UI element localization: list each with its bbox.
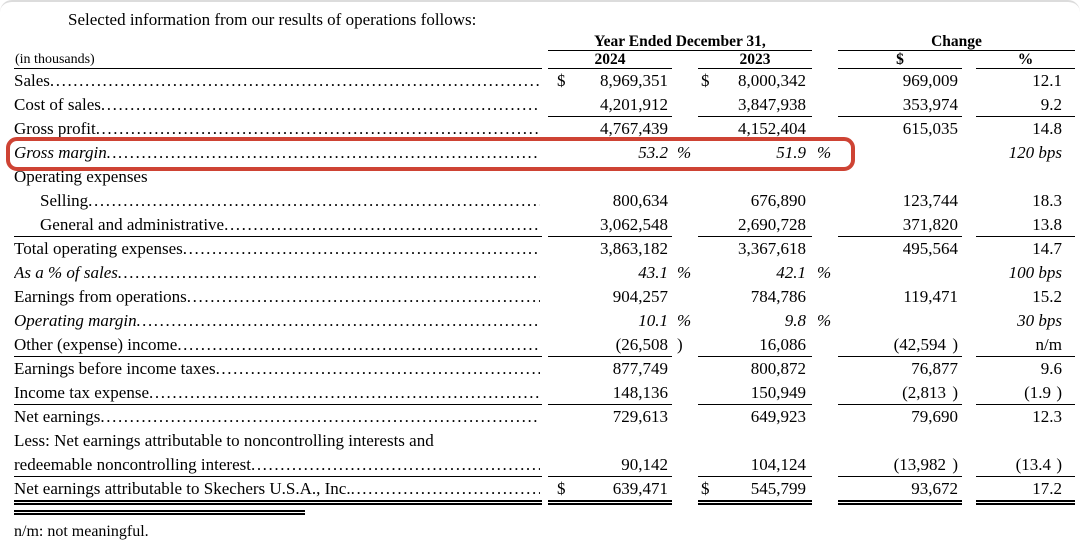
- value-2023: 51.9: [776, 143, 806, 162]
- row-cost-of-sales: [14, 93, 1075, 117]
- value-2023: 9.8: [784, 311, 806, 330]
- row-label: Net earnings: [14, 407, 101, 426]
- percent-sign: %: [677, 263, 692, 282]
- suffix-2023: [812, 213, 838, 237]
- footnote-text: n/m: not meaningful.: [14, 523, 149, 540]
- suffix-2024: [672, 189, 698, 213]
- change-percent-value: 14.7: [1032, 239, 1062, 258]
- suffix-2023: [812, 69, 838, 93]
- suffix-2024: [672, 405, 698, 429]
- change-dollar-value: (42,594: [893, 335, 946, 354]
- suffix-2023: [812, 477, 838, 505]
- change-dollar-value: 119,471: [903, 287, 958, 306]
- value-2024: 3,062,548: [600, 215, 668, 234]
- change-header: Change: [838, 34, 1075, 51]
- row-net-earnings-attributable-skechers: [14, 477, 1075, 501]
- suffix-2023: [812, 333, 838, 357]
- row-label: Operating expenses: [14, 167, 148, 186]
- dollar-sign: $: [557, 479, 566, 498]
- dot-leader: [107, 141, 540, 164]
- change-percent-value: 30 bps: [1017, 311, 1062, 330]
- change-percent-value: 120 bps: [1008, 143, 1062, 162]
- change-dollar-value: 123,744: [902, 191, 958, 210]
- row-label: Earnings before income taxes: [14, 359, 216, 378]
- row-label: Gross profit: [14, 119, 96, 138]
- row-selling: [14, 189, 1075, 213]
- percent-sign: %: [817, 263, 832, 282]
- dot-leader: [149, 381, 540, 404]
- value-2024: 800,634: [612, 191, 668, 210]
- suffix-2024: [672, 117, 698, 141]
- change-percent-value: n/m: [1035, 335, 1062, 354]
- row-as-percent-of-sales: [14, 261, 1075, 285]
- row-label: Income tax expense: [14, 383, 149, 402]
- row-net-earnings: [14, 405, 1075, 429]
- suffix-2024: [672, 213, 698, 237]
- paren-suffix: ): [952, 335, 958, 354]
- value-2023: 800,872: [750, 359, 806, 378]
- value-2023: 42.1: [776, 263, 806, 282]
- footnote-rule: [14, 510, 305, 515]
- value-2023: 784,786: [750, 287, 806, 306]
- row-label: Earnings from operations: [14, 287, 187, 306]
- dot-leader: [216, 357, 540, 380]
- suffix-2024: [672, 237, 698, 261]
- dot-leader: [96, 117, 540, 140]
- row-gross-margin: [14, 141, 1075, 165]
- row-total-operating-expenses: [14, 237, 1075, 261]
- value-2023: 2,690,728: [738, 215, 806, 234]
- table-group-header-row: [14, 34, 1075, 51]
- change-percent-value: 13.8: [1032, 215, 1062, 234]
- dot-leader: [137, 309, 540, 332]
- row-label: Cost of sales: [14, 95, 101, 114]
- value-2024: 4,767,439: [600, 119, 668, 138]
- percent-sign: %: [677, 311, 692, 330]
- suffix-2023: [812, 453, 838, 477]
- year-ended-header: Year Ended December 31,: [548, 34, 812, 51]
- change-percent-value: (1.9: [1024, 383, 1051, 402]
- paren-suffix: ): [952, 455, 958, 474]
- percent-sign: %: [677, 143, 692, 162]
- change-dollar-value: 353,974: [902, 95, 958, 114]
- change-percent-value: 17.2: [1032, 479, 1062, 498]
- suffix-2023: [812, 237, 838, 261]
- change-dollar-value: 371,820: [902, 215, 958, 234]
- row-general-and-administrative: [14, 213, 1075, 237]
- row-label: Net earnings attributable to Skechers U.S.A., Inc.: [14, 479, 351, 498]
- table-column-header-row: [14, 51, 1075, 69]
- suffix-2024: [672, 93, 698, 117]
- value-2024: 4,201,912: [600, 95, 668, 114]
- dot-leader: [224, 213, 540, 236]
- dollar-sign: $: [701, 479, 710, 498]
- row-label: Less: Net earnings attributable to noncontrolling interests and: [14, 431, 434, 450]
- percent-sign: %: [817, 143, 832, 162]
- value-2023: 16,086: [759, 335, 806, 354]
- row-label: Total operating expenses: [14, 239, 183, 258]
- change-dollar-value: 615,035: [902, 119, 958, 138]
- value-2023: 3,367,618: [738, 239, 806, 258]
- change-percent-value: 14.8: [1032, 119, 1062, 138]
- change-percent-value: (13.4: [1015, 455, 1051, 474]
- dot-leader: [101, 93, 540, 116]
- row-operating-expenses-heading: [14, 165, 1075, 189]
- dot-leader: [100, 405, 540, 428]
- value-2023: 8,000,342: [738, 71, 806, 90]
- value-2024: (26,508: [615, 335, 668, 354]
- change-percent-value: 18.3: [1032, 191, 1062, 210]
- value-2024: 877,749: [612, 359, 668, 378]
- suffix-2024: [672, 69, 698, 93]
- dot-leader: [183, 237, 540, 260]
- value-2023: 104,124: [750, 455, 806, 474]
- row-label: Gross margin: [14, 143, 107, 162]
- row-label: Sales: [14, 71, 50, 90]
- row-label: redeemable noncontrolling interest: [14, 455, 251, 474]
- change-percent-value: 9.2: [1040, 95, 1062, 114]
- suffix-2023: [812, 405, 838, 429]
- suffix-2024: [672, 477, 698, 505]
- value-2023: 649,923: [750, 407, 806, 426]
- value-2024: 148,136: [612, 383, 668, 402]
- value-2023: 3,847,938: [738, 95, 806, 114]
- dollar-sign: $: [701, 71, 710, 90]
- suffix-2023: [812, 93, 838, 117]
- value-2024: 639,471: [612, 479, 668, 498]
- value-2023: 150,949: [750, 383, 806, 402]
- dot-leader: [88, 189, 540, 212]
- value-2024: 43.1: [638, 263, 668, 282]
- change-dollar-value: 969,009: [902, 71, 958, 90]
- results-table: [14, 69, 1075, 501]
- suffix-2023: [812, 285, 838, 309]
- dot-leader: [351, 477, 540, 500]
- value-2024: 10.1: [638, 311, 668, 330]
- row-sales: [14, 69, 1075, 93]
- change-percent-value: 12.1: [1032, 71, 1062, 90]
- dot-leader: [177, 333, 540, 356]
- row-operating-margin: [14, 309, 1075, 333]
- in-thousands-label: (in thousands): [14, 51, 542, 69]
- change-dollar-value: 495,564: [902, 239, 958, 258]
- value-2023: 4,152,404: [738, 119, 806, 138]
- dot-leader: [187, 285, 540, 308]
- value-2024: 904,257: [612, 287, 668, 306]
- row-label: Selling: [40, 191, 89, 210]
- paren-suffix: ): [952, 383, 958, 402]
- row-income-tax-expense: [14, 381, 1075, 405]
- change-dollar-value: (13,982: [893, 455, 946, 474]
- page-title: Selected information from our results of operations follows:: [68, 10, 477, 29]
- change-dollar-value: (2,813: [902, 383, 946, 402]
- suffix-2024: [672, 357, 698, 381]
- value-2023: 676,890: [750, 191, 806, 210]
- paren-suffix: ): [1056, 455, 1062, 474]
- dot-leader: [251, 453, 540, 476]
- change-percent-header: %: [976, 51, 1075, 69]
- paren-suffix: ): [677, 335, 683, 354]
- suffix-2024: [672, 285, 698, 309]
- row-earnings-before-income-taxes: [14, 357, 1075, 381]
- change-dollar-header: $: [838, 51, 962, 69]
- col-2024-header: 2024: [548, 51, 672, 69]
- row-other-expense-income: [14, 333, 1075, 357]
- suffix-2023: [812, 381, 838, 405]
- change-percent-value: 100 bps: [1008, 263, 1062, 282]
- value-2024: 729,613: [612, 407, 668, 426]
- value-2024: 90,142: [621, 455, 668, 474]
- suffix-2024: [672, 381, 698, 405]
- row-less-noncontrolling-line2: [14, 453, 1075, 477]
- suffix-2023: [812, 357, 838, 381]
- change-percent-value: 15.2: [1032, 287, 1062, 306]
- row-label: Operating margin: [14, 311, 137, 330]
- suffix-2023: [812, 117, 838, 141]
- change-dollar-value: 93,672: [911, 479, 958, 498]
- value-2024: 8,969,351: [600, 71, 668, 90]
- paren-suffix: ): [1056, 383, 1062, 402]
- change-percent-value: 12.3: [1032, 407, 1062, 426]
- row-gross-profit: [14, 117, 1075, 141]
- dot-leader: [118, 261, 540, 284]
- row-label: As a % of sales: [14, 263, 118, 282]
- dollar-sign: $: [557, 71, 566, 90]
- value-2023: 545,799: [750, 479, 806, 498]
- row-earnings-from-operations: [14, 285, 1075, 309]
- row-label: Other (expense) income: [14, 335, 178, 354]
- change-dollar-value: 76,877: [911, 359, 958, 378]
- suffix-2024: [672, 453, 698, 477]
- suffix-2023: [812, 189, 838, 213]
- percent-sign: %: [817, 311, 832, 330]
- row-less-noncontrolling-line1: [14, 429, 1075, 453]
- value-2024: 53.2: [638, 143, 668, 162]
- row-label: General and administrative: [40, 215, 225, 234]
- change-dollar-value: 79,690: [911, 407, 958, 426]
- change-percent-value: 9.6: [1040, 359, 1062, 378]
- value-2024: 3,863,182: [600, 239, 668, 258]
- col-2023-header: 2023: [698, 51, 812, 69]
- dot-leader: [50, 69, 540, 92]
